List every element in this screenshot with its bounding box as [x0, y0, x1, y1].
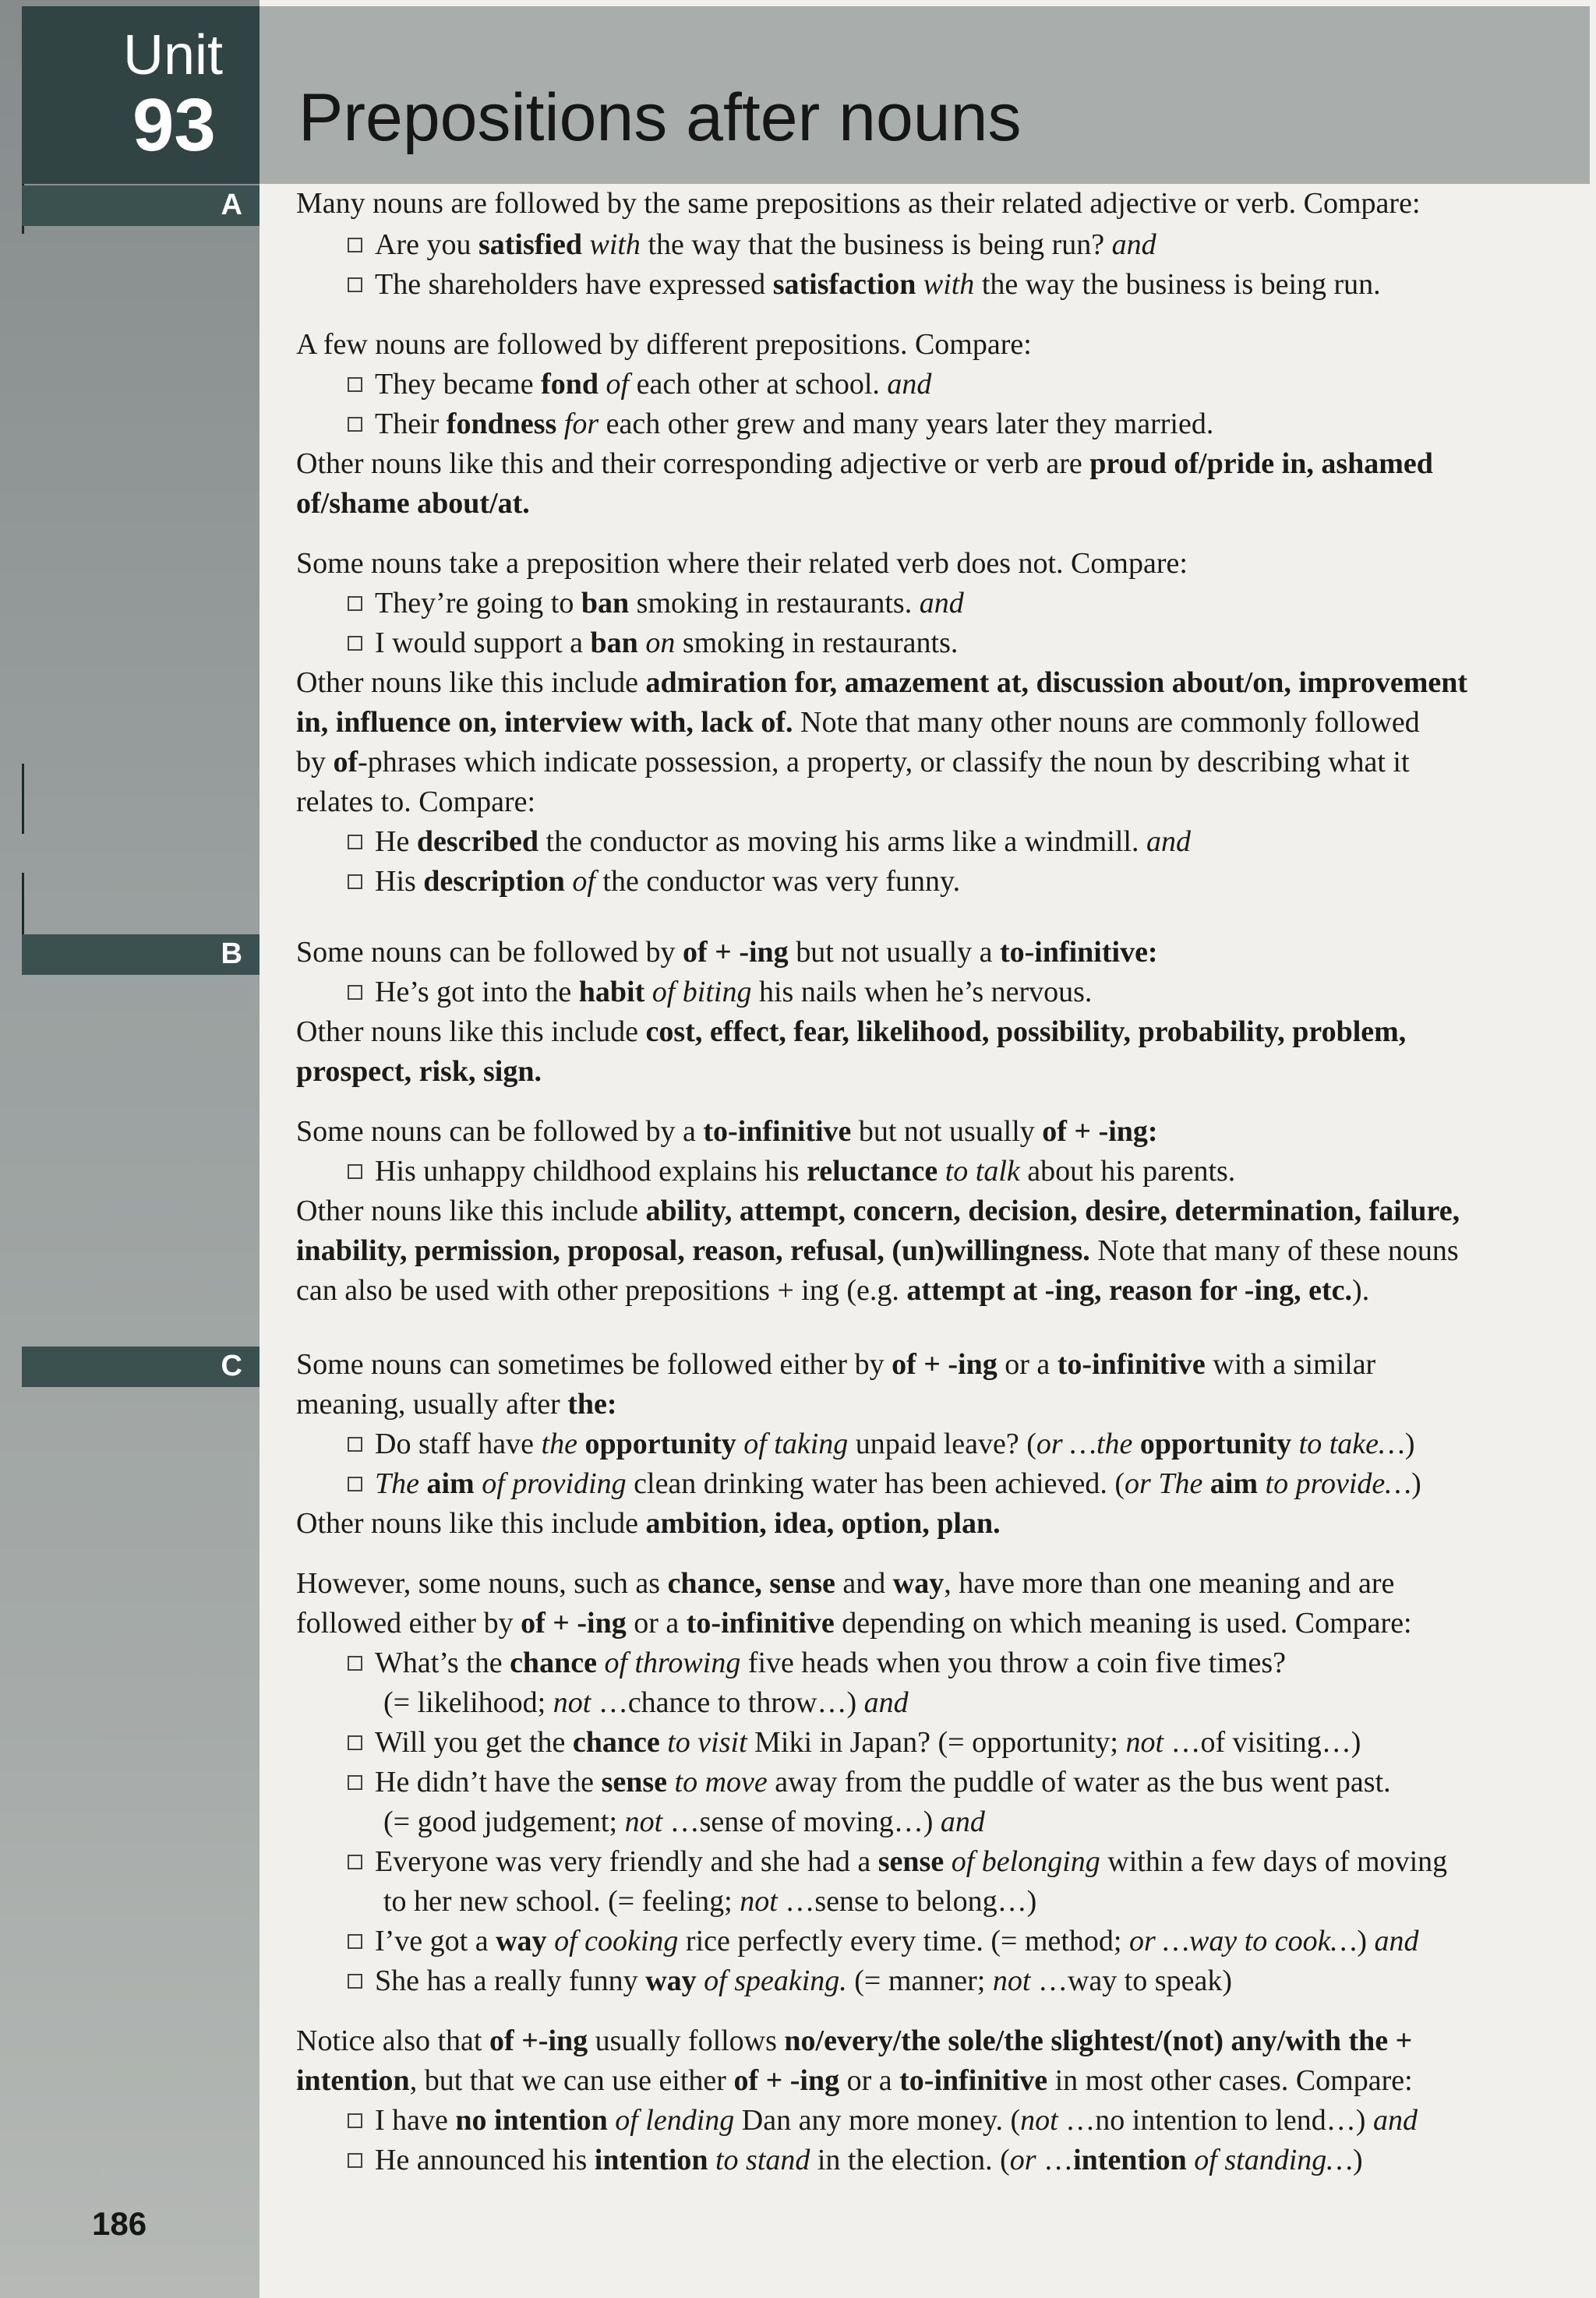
- bold-text: way: [496, 1925, 547, 1957]
- text-run: five heads when you throw a coin five times?: [740, 1647, 1286, 1679]
- section-letter: A: [221, 189, 242, 221]
- italic-text: and: [919, 587, 964, 620]
- bold-text: inability, permission, proposal, reason, refusal, (un)willingness.: [296, 1234, 1090, 1267]
- left-margin-strip: [0, 0, 260, 2298]
- bold-text: to-infinitive: [686, 1607, 835, 1640]
- text-run: Will you get the: [375, 1726, 573, 1759]
- checkbox-bullet-icon: [348, 1656, 362, 1671]
- example-continuation: [383, 1804, 985, 1840]
- example-line: [348, 1466, 1421, 1502]
- italic-text: to talk: [945, 1155, 1020, 1188]
- text-run: [708, 2144, 715, 2176]
- body-text-line: [296, 1233, 1459, 1269]
- italic-text: or …the: [1036, 1428, 1133, 1460]
- body-text-line: [296, 1114, 1158, 1149]
- text-run: Some nouns take a preposition where their related verb does not. Compare:: [296, 547, 1188, 580]
- text-run: with a similar: [1205, 1348, 1376, 1381]
- margin-mark: [22, 764, 24, 834]
- unit-number: 93: [132, 83, 216, 167]
- checkbox-bullet-icon: [348, 835, 362, 849]
- italic-text: of standing…: [1194, 2144, 1354, 2176]
- body-text-line: [296, 1014, 1406, 1050]
- text-run: Many nouns are followed by the same prepositions as their related adjective or verb. Compare:: [296, 187, 1421, 220]
- bold-text: aim: [1209, 1467, 1259, 1500]
- bold-text: no intention: [455, 2104, 608, 2137]
- bold-text: described: [416, 825, 539, 858]
- text-run: Note that many of these nouns: [1089, 1234, 1459, 1267]
- example-line: [348, 824, 1191, 860]
- italic-text: or: [1009, 2144, 1036, 2176]
- text-run: Notice also that: [296, 2024, 489, 2057]
- text-run: …way to speak): [1030, 1964, 1232, 1997]
- example-continuation: [383, 1883, 1036, 1919]
- body-text-line: [296, 446, 1433, 482]
- example-line: [348, 625, 958, 661]
- italic-text: to provide…: [1265, 1467, 1412, 1500]
- text-run: ): [1353, 2144, 1363, 2176]
- text-run: depending on which meaning is used. Compare:: [834, 1607, 1412, 1640]
- text-run: but not usually: [851, 1115, 1043, 1148]
- bold-text: of/shame about/at.: [296, 487, 530, 520]
- page-title: Prepositions after nouns: [298, 80, 1022, 155]
- text-run: [598, 368, 606, 401]
- body-text-line: [296, 1273, 1369, 1308]
- checkbox-bullet-icon: [348, 596, 362, 611]
- bold-text: of: [333, 746, 358, 778]
- bold-text: admiration for, amazement at, discussion about/on, improvement: [645, 666, 1468, 699]
- italic-text: or The: [1125, 1467, 1203, 1500]
- italic-text: not: [992, 1964, 1031, 1997]
- bold-text: intention: [296, 2064, 410, 2097]
- example-line: [348, 1645, 1286, 1681]
- text-run: ): [1357, 1925, 1375, 1957]
- text-run: the way that the business is being run?: [640, 228, 1112, 261]
- text-run: to her new school. (= feeling;: [383, 1885, 740, 1918]
- italic-text: and: [887, 368, 932, 401]
- example-line: [348, 585, 964, 621]
- text-run: What’s the: [375, 1647, 510, 1679]
- example-line: [348, 1963, 1232, 1999]
- text-run: Some nouns can be followed by a: [296, 1115, 704, 1148]
- italic-text: and: [940, 1806, 985, 1838]
- italic-text: to stand: [715, 2144, 810, 2176]
- text-run: Other nouns like this include: [296, 1195, 646, 1227]
- section-marker-b: [22, 934, 260, 975]
- unit-label: Unit: [123, 24, 224, 86]
- text-run: in the election. (: [810, 2144, 1010, 2176]
- bold-text: ability, attempt, concern, decision, desire, determination, failure,: [645, 1195, 1460, 1227]
- text-run: smoking in restaurants.: [675, 627, 959, 659]
- text-run: [638, 627, 646, 659]
- bold-text: way: [645, 1964, 697, 1997]
- text-run: She has a really funny: [375, 1964, 646, 1997]
- text-run: …sense of moving…): [662, 1806, 941, 1838]
- text-run: …chance to throw…): [591, 1686, 864, 1719]
- text-run: each other grew and many years later they married.: [598, 408, 1214, 440]
- italic-text: and: [1374, 1925, 1419, 1957]
- bold-text: attempt at -ing, reason for -ing, etc.: [906, 1274, 1353, 1307]
- text-run: I would support a: [375, 627, 591, 659]
- italic-text: of speaking.: [704, 1964, 847, 1997]
- text-run: can also be used with other prepositions + ing (e.g.: [296, 1274, 907, 1307]
- body-text-line: [296, 2063, 1413, 2099]
- text-run: Other nouns like this include: [296, 1507, 646, 1540]
- text-run: , have more than one meaning and are: [944, 1567, 1395, 1600]
- text-run: ).: [1352, 1274, 1370, 1307]
- checkbox-bullet-icon: [348, 1164, 362, 1179]
- example-line: [348, 974, 1092, 1010]
- bold-text: intention: [594, 2144, 708, 2176]
- text-run: and: [835, 1567, 893, 1600]
- italic-text: and: [1372, 2104, 1418, 2137]
- text-run: …sense to belong…): [777, 1885, 1037, 1918]
- bold-text: prospect, risk, sign.: [296, 1055, 542, 1088]
- example-line: [348, 2102, 1418, 2138]
- bold-text: fondness: [446, 408, 557, 440]
- text-run: [419, 1467, 427, 1500]
- text-run: …: [1036, 2144, 1074, 2176]
- body-text-line: [296, 665, 1467, 701]
- bold-text: sense: [877, 1845, 945, 1878]
- checkbox-bullet-icon: [348, 985, 362, 1000]
- bold-text: chance, sense: [667, 1567, 835, 1600]
- body-text-line: [296, 1193, 1460, 1229]
- italic-text: of: [606, 368, 630, 401]
- italic-text: or …way to cook…: [1128, 1925, 1358, 1957]
- section-marker-c: [22, 1347, 260, 1387]
- italic-text: to take…: [1298, 1428, 1405, 1460]
- text-run: (= likelihood;: [383, 1686, 553, 1719]
- italic-text: of: [572, 865, 595, 898]
- text-run: I’ve got a: [375, 1925, 496, 1957]
- checkbox-bullet-icon: [348, 1735, 362, 1750]
- body-text-line: [296, 485, 530, 521]
- text-run: [1132, 1428, 1140, 1460]
- bold-text: of + -ing:: [1042, 1115, 1158, 1148]
- text-run: …of visiting…): [1163, 1726, 1361, 1759]
- text-run: the conductor as moving his arms like a windmill.: [538, 825, 1146, 858]
- italic-text: of throwing: [604, 1647, 741, 1679]
- example-line: [348, 1153, 1235, 1189]
- text-run: [1202, 1467, 1210, 1500]
- text-run: Do staff have: [375, 1428, 542, 1460]
- italic-text: not: [624, 1806, 663, 1838]
- bold-text: chance: [510, 1647, 597, 1679]
- body-text-line: [296, 1347, 1375, 1382]
- italic-text: of cooking: [554, 1925, 679, 1957]
- text-run: [547, 1925, 555, 1957]
- text-run: ): [1411, 1467, 1421, 1500]
- example-line: [348, 2142, 1363, 2178]
- bold-text: description: [423, 865, 565, 898]
- italic-text: of belonging: [951, 1845, 1100, 1878]
- text-run: [644, 976, 652, 1008]
- italic-text: of providing: [482, 1467, 627, 1500]
- text-run: (= manner;: [846, 1964, 993, 1997]
- checkbox-bullet-icon: [348, 1477, 362, 1491]
- italic-text: The: [375, 1467, 419, 1500]
- bold-text: ban: [581, 587, 630, 620]
- bold-text: proud of/pride in, ashamed: [1089, 447, 1433, 480]
- text-run: clean drinking water has been achieved. (: [626, 1467, 1125, 1500]
- text-run: in most other cases. Compare:: [1047, 2064, 1413, 2097]
- italic-text: not: [1125, 1726, 1164, 1759]
- bold-text: cost, effect, fear, likelihood, possibility, probability, problem,: [645, 1015, 1407, 1048]
- text-run: [475, 1467, 482, 1500]
- text-run: Miki in Japan? (= opportunity;: [747, 1726, 1126, 1759]
- text-run: usually follows: [588, 2024, 785, 2057]
- text-run: His: [375, 865, 424, 898]
- text-run: or a: [839, 2064, 900, 2097]
- text-run: or a: [997, 1348, 1058, 1381]
- bold-text: of + -ing: [733, 2064, 840, 2097]
- example-line: [348, 1426, 1414, 1462]
- body-text-line: [296, 1605, 1412, 1641]
- text-run: His unhappy childhood explains his: [375, 1155, 807, 1188]
- text-run: but not usually a: [788, 936, 1000, 969]
- text-run: Dan any more money. (: [734, 2104, 1021, 2137]
- text-run: followed either by: [296, 1607, 521, 1640]
- bold-text: aim: [426, 1467, 475, 1500]
- text-run: , but that we can use either: [409, 2064, 734, 2097]
- italic-text: and: [1111, 228, 1156, 261]
- checkbox-bullet-icon: [348, 1855, 362, 1869]
- text-run: [667, 1766, 675, 1799]
- text-run: Some nouns can be followed by: [296, 936, 683, 969]
- bold-text: way: [892, 1567, 945, 1600]
- text-run: [916, 268, 923, 301]
- body-text-line: [296, 1054, 542, 1089]
- text-run: by: [296, 746, 334, 778]
- checkbox-bullet-icon: [348, 1775, 362, 1790]
- text-run: (= good judgement;: [383, 1806, 625, 1838]
- italic-text: with: [923, 268, 975, 301]
- bold-text: ban: [590, 627, 638, 659]
- bold-text: in, influence on, interview with, lack of.: [296, 706, 793, 739]
- text-run: each other at school.: [629, 368, 888, 401]
- example-line: [348, 1724, 1361, 1760]
- example-line: [348, 267, 1381, 302]
- text-run: However, some nouns, such as: [296, 1567, 668, 1600]
- text-run: Some nouns can sometimes be followed either by: [296, 1348, 892, 1381]
- body-text-line: [296, 744, 1410, 780]
- text-run: Other nouns like this include: [296, 1015, 646, 1048]
- bold-text: of + -ing: [892, 1348, 998, 1381]
- bold-text: fond: [541, 368, 599, 401]
- text-run: Other nouns like this include: [296, 666, 646, 699]
- checkbox-bullet-icon: [348, 2153, 362, 2168]
- italic-text: to visit: [667, 1726, 747, 1759]
- example-line: [348, 1764, 1391, 1800]
- bold-text: satisfaction: [772, 268, 916, 301]
- text-run: [697, 1964, 704, 1997]
- example-continuation: [383, 1685, 909, 1721]
- example-line: [348, 227, 1156, 263]
- text-run: [597, 1647, 605, 1679]
- text-run: rice perfectly every time. (= method;: [678, 1925, 1129, 1957]
- text-run: He’s got into the: [375, 976, 579, 1008]
- bold-text: intention: [1073, 2144, 1187, 2176]
- text-run: Everyone was very friendly and she had a: [375, 1845, 878, 1878]
- body-text-line: [296, 704, 1420, 740]
- checkbox-bullet-icon: [348, 636, 362, 651]
- text-run: [736, 1428, 744, 1460]
- text-run: meaning, usually after: [296, 1388, 568, 1421]
- checkbox-bullet-icon: [348, 238, 362, 252]
- unit-badge: [22, 6, 260, 184]
- bold-text: no/every/the sole/the slightest/(not) any/with the +: [784, 2024, 1413, 2057]
- bold-text: reluctance: [807, 1155, 938, 1188]
- body-text-line: [296, 1506, 1001, 1541]
- italic-text: for: [563, 408, 599, 440]
- text-run: He didn’t have the: [375, 1766, 602, 1799]
- italic-text: on: [645, 627, 676, 659]
- italic-text: not: [553, 1686, 591, 1719]
- bold-text: habit: [578, 976, 645, 1008]
- text-run: Other nouns like this and their corresponding adjective or verb are: [296, 447, 1090, 480]
- bold-text: the:: [567, 1388, 617, 1421]
- italic-text: and: [863, 1686, 909, 1719]
- body-text-line: [296, 1566, 1394, 1601]
- bold-text: sense: [601, 1766, 668, 1799]
- checkbox-bullet-icon: [348, 277, 362, 292]
- text-run: smoking in restaurants.: [629, 587, 920, 620]
- checkbox-bullet-icon: [348, 1934, 362, 1949]
- bold-text: to-infinitive: [899, 2064, 1048, 2097]
- italic-text: of taking: [743, 1428, 849, 1460]
- italic-text: not: [1020, 2104, 1058, 2137]
- text-run: [1291, 1428, 1299, 1460]
- italic-text: to move: [674, 1766, 768, 1799]
- text-run: [1187, 2144, 1195, 2176]
- bold-text: opportunity: [584, 1428, 736, 1460]
- checkbox-bullet-icon: [348, 1974, 362, 1989]
- text-run: A few nouns are followed by different prepositions. Compare:: [296, 328, 1032, 361]
- text-run: away from the puddle of water as the bus went past.: [767, 1766, 1391, 1799]
- text-run: [556, 408, 564, 440]
- body-text-line: [296, 185, 1421, 221]
- body-text-line: [296, 784, 535, 820]
- text-run: I have: [375, 2104, 456, 2137]
- italic-text: of biting: [651, 976, 752, 1008]
- text-run: They’re going to: [375, 587, 581, 620]
- text-run: The shareholders have expressed: [375, 268, 773, 301]
- text-run: -phrases which indicate possession, a property, or classify the noun by describing what it: [358, 746, 1410, 778]
- example-line: [348, 1844, 1447, 1880]
- example-line: [348, 1923, 1418, 1959]
- example-line: [348, 863, 960, 899]
- text-run: Note that many other nouns are commonly followed: [793, 706, 1420, 739]
- page-number: 186: [92, 2205, 147, 2242]
- text-run: or a: [626, 1607, 687, 1640]
- italic-text: the: [541, 1428, 577, 1460]
- text-run: unpaid leave? (: [848, 1428, 1036, 1460]
- body-text-line: [296, 934, 1158, 970]
- italic-text: of lending: [615, 2104, 735, 2137]
- body-text-line: [296, 1386, 617, 1422]
- text-run: the way the business is being run.: [974, 268, 1381, 301]
- bold-text: of + -ing: [683, 936, 789, 969]
- bold-text: ambition, idea, option, plan.: [645, 1507, 1001, 1540]
- italic-text: not: [740, 1885, 778, 1918]
- example-line: [348, 406, 1213, 442]
- body-text-line: [296, 545, 1188, 581]
- checkbox-bullet-icon: [348, 2113, 362, 2128]
- checkbox-bullet-icon: [348, 874, 362, 889]
- text-run: They became: [375, 368, 542, 401]
- bold-text: opportunity: [1139, 1428, 1292, 1460]
- text-run: within a few days of moving: [1100, 1845, 1448, 1878]
- italic-text: with: [589, 228, 641, 261]
- bold-text: to-infinitive: [703, 1115, 852, 1148]
- text-run: He announced his: [375, 2144, 595, 2176]
- text-run: the conductor was very funny.: [595, 865, 961, 898]
- text-run: about his parents.: [1019, 1155, 1236, 1188]
- section-letter: B: [221, 937, 242, 970]
- body-text-line: [296, 2023, 1412, 2059]
- checkbox-bullet-icon: [348, 377, 362, 392]
- text-run: [937, 1155, 945, 1188]
- bold-text: to-infinitive:: [999, 936, 1158, 969]
- bold-text: of +-ing: [489, 2024, 588, 2057]
- text-run: Their: [375, 408, 447, 440]
- text-run: [1258, 1467, 1266, 1500]
- text-run: …no intention to lend…): [1058, 2104, 1373, 2137]
- section-letter: C: [221, 1350, 242, 1382]
- italic-text: and: [1146, 825, 1191, 858]
- bold-text: to-infinitive: [1057, 1348, 1206, 1381]
- text-run: [944, 1845, 952, 1878]
- text-run: [608, 2104, 616, 2137]
- example-line: [348, 366, 931, 402]
- text-run: Are you: [375, 228, 478, 261]
- bold-text: satisfied: [478, 228, 582, 261]
- checkbox-bullet-icon: [348, 1437, 362, 1452]
- checkbox-bullet-icon: [348, 417, 362, 432]
- text-run: ): [1404, 1428, 1415, 1460]
- body-text-line: [296, 327, 1032, 362]
- text-run: [565, 865, 573, 898]
- text-run: He: [375, 825, 417, 858]
- bold-text: of + -ing: [521, 1607, 627, 1640]
- text-run: [660, 1726, 668, 1759]
- text-run: his nails when he’s nervous.: [751, 976, 1093, 1008]
- text-run: relates to. Compare:: [296, 785, 536, 818]
- section-marker-a: [22, 185, 260, 226]
- bold-text: chance: [572, 1726, 660, 1759]
